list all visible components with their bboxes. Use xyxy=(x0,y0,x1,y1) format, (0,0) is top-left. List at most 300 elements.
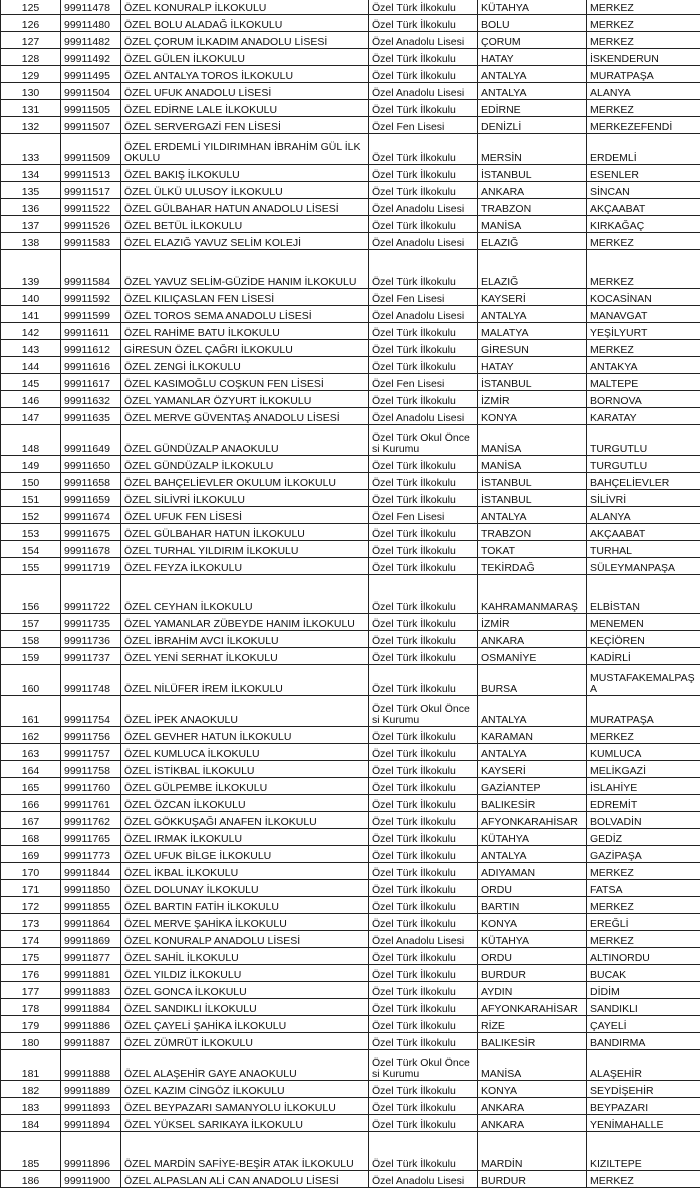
district-cell: BUCAK xyxy=(587,965,700,982)
row-number-cell: 148 xyxy=(1,425,61,456)
district-cell: ANTAKYA xyxy=(587,357,700,374)
school-name-cell: ÖZEL GÜLBAHAR HATUN İLKOKULU xyxy=(121,524,369,541)
district-cell: KUMLUCA xyxy=(587,744,700,761)
table-row xyxy=(1,216,700,233)
table-row xyxy=(1,744,700,761)
row-number-cell: 150 xyxy=(1,473,61,490)
table-row xyxy=(1,1016,700,1033)
school-type-cell: Özel Türk İlkokulu xyxy=(369,1115,478,1132)
school-type-cell: Özel Türk İlkokulu xyxy=(369,558,478,575)
district-cell: EREĞLİ xyxy=(587,914,700,931)
row-number-cell: 167 xyxy=(1,812,61,829)
province-cell: KONYA xyxy=(478,914,587,931)
school-type-cell: Özel Türk İlkokulu xyxy=(369,863,478,880)
row-number-cell: 146 xyxy=(1,391,61,408)
district-cell: TURGUTLU xyxy=(587,456,700,473)
district-cell: İSLAHİYE xyxy=(587,778,700,795)
row-number-cell: 152 xyxy=(1,507,61,524)
district-cell: MANAVGAT xyxy=(587,306,700,323)
province-cell: BALIKESİR xyxy=(478,1033,587,1050)
table-row xyxy=(1,357,700,374)
school-code-cell: 99911754 xyxy=(61,696,121,727)
row-number-cell: 174 xyxy=(1,931,61,948)
province-cell: ANTALYA xyxy=(478,83,587,100)
row-number-cell: 128 xyxy=(1,49,61,66)
school-code-cell: 99911492 xyxy=(61,49,121,66)
school-type-cell: Özel Türk İlkokulu xyxy=(369,1033,478,1050)
school-name-cell: ÖZEL YAMANLAR ÖZYURT İLKOKULU xyxy=(121,391,369,408)
table-row xyxy=(1,795,700,812)
school-name-cell: ÖZEL YENİ SERHAT İLKOKULU xyxy=(121,648,369,665)
school-code-cell: 99911883 xyxy=(61,982,121,999)
province-cell: ANKARA xyxy=(478,631,587,648)
school-type-cell: Özel Türk İlkokulu xyxy=(369,66,478,83)
school-type-cell: Özel Türk İlkokulu xyxy=(369,846,478,863)
table-row xyxy=(1,456,700,473)
school-type-cell: Özel Türk İlkokulu xyxy=(369,323,478,340)
row-number-cell: 185 xyxy=(1,1132,61,1171)
school-code-cell: 99911887 xyxy=(61,1033,121,1050)
table-row xyxy=(1,948,700,965)
district-cell: MELİKGAZİ xyxy=(587,761,700,778)
school-type-cell: Özel Türk İlkokulu xyxy=(369,340,478,357)
province-cell: AFYONKARAHİSAR xyxy=(478,812,587,829)
school-name-cell: ÖZEL UFUK BİLGE İLKOKULU xyxy=(121,846,369,863)
school-name-cell: ÖZEL RAHİME BATU İLKOKULU xyxy=(121,323,369,340)
table-row xyxy=(1,1033,700,1050)
school-code-cell: 99911592 xyxy=(61,289,121,306)
school-code-cell: 99911678 xyxy=(61,541,121,558)
school-name-cell: ÖZEL SERVERGAZİ FEN LİSESİ xyxy=(121,117,369,134)
school-name-cell: ÖZEL BAHÇELİEVLER OKULUM İLKOKULU xyxy=(121,473,369,490)
school-name-cell: ÖZEL ÇORUM İLKADIM ANADOLU LİSESİ xyxy=(121,32,369,49)
table-row xyxy=(1,1050,700,1081)
table-row xyxy=(1,165,700,182)
row-number-cell: 145 xyxy=(1,374,61,391)
school-type-cell: Özel Türk İlkokulu xyxy=(369,614,478,631)
school-name-cell: ÖZEL İSTİKBAL İLKOKULU xyxy=(121,761,369,778)
school-code-cell: 99911762 xyxy=(61,812,121,829)
row-number-cell: 144 xyxy=(1,357,61,374)
school-name-cell: ÖZEL KUMLUCA İLKOKULU xyxy=(121,744,369,761)
school-name-cell: ÖZEL GÜNDÜZALP İLKOKULU xyxy=(121,456,369,473)
school-code-cell: 99911722 xyxy=(61,575,121,614)
district-cell: KADİRLİ xyxy=(587,648,700,665)
school-type-cell: Özel Fen Lisesi xyxy=(369,374,478,391)
province-cell: ANTALYA xyxy=(478,507,587,524)
row-number-cell: 173 xyxy=(1,914,61,931)
school-name-cell: ÖZEL YAVUZ SELİM-GÜZİDE HANIM İLKOKULU xyxy=(121,250,369,289)
school-code-cell: 99911760 xyxy=(61,778,121,795)
table-row xyxy=(1,66,700,83)
school-name-cell: GİRESUN ÖZEL ÇAĞRI İLKOKULU xyxy=(121,340,369,357)
province-cell: ADIYAMAN xyxy=(478,863,587,880)
row-number-cell: 151 xyxy=(1,490,61,507)
table-row xyxy=(1,829,700,846)
school-type-cell: Özel Türk İlkokulu xyxy=(369,357,478,374)
district-cell: BOLVADİN xyxy=(587,812,700,829)
district-cell: MERKEZ xyxy=(587,931,700,948)
row-number-cell: 133 xyxy=(1,134,61,165)
school-name-cell: ÖZEL DOLUNAY İLKOKULU xyxy=(121,880,369,897)
table-row xyxy=(1,914,700,931)
province-cell: ÇORUM xyxy=(478,32,587,49)
province-cell: ANTALYA xyxy=(478,306,587,323)
row-number-cell: 177 xyxy=(1,982,61,999)
district-cell: ALANYA xyxy=(587,507,700,524)
school-code-cell: 99911478 xyxy=(61,0,121,15)
school-name-cell: ÖZEL GEVHER HATUN İLKOKULU xyxy=(121,727,369,744)
province-cell: ELAZIĞ xyxy=(478,250,587,289)
row-number-cell: 164 xyxy=(1,761,61,778)
school-code-cell: 99911765 xyxy=(61,829,121,846)
district-cell: ALAŞEHİR xyxy=(587,1050,700,1081)
district-cell: GEDİZ xyxy=(587,829,700,846)
school-type-cell: Özel Türk İlkokulu xyxy=(369,631,478,648)
school-code-cell: 99911877 xyxy=(61,948,121,965)
table-row xyxy=(1,648,700,665)
school-type-cell: Özel Türk İlkokulu xyxy=(369,490,478,507)
district-cell: ESENLER xyxy=(587,165,700,182)
schools-table-body xyxy=(1,0,700,1188)
province-cell: ANTALYA xyxy=(478,846,587,863)
school-name-cell: ÖZEL YILDIZ İLKOKULU xyxy=(121,965,369,982)
school-name-cell: ÖZEL EDİRNE LALE İLKOKULU xyxy=(121,100,369,117)
province-cell: BURSA xyxy=(478,665,587,696)
district-cell: KIZILTEPE xyxy=(587,1132,700,1171)
district-cell: SANDIKLI xyxy=(587,999,700,1016)
school-code-cell: 99911617 xyxy=(61,374,121,391)
table-row xyxy=(1,49,700,66)
district-cell: ÇAYELİ xyxy=(587,1016,700,1033)
school-type-cell: Özel Türk İlkokulu xyxy=(369,100,478,117)
school-code-cell: 99911513 xyxy=(61,165,121,182)
school-type-cell: Özel Anadolu Lisesi xyxy=(369,931,478,948)
province-cell: KONYA xyxy=(478,408,587,425)
school-code-cell: 99911599 xyxy=(61,306,121,323)
district-cell: BANDIRMA xyxy=(587,1033,700,1050)
row-number-cell: 134 xyxy=(1,165,61,182)
school-type-cell: Özel Anadolu Lisesi xyxy=(369,199,478,216)
row-number-cell: 161 xyxy=(1,696,61,727)
province-cell: RİZE xyxy=(478,1016,587,1033)
school-type-cell: Özel Türk İlkokulu xyxy=(369,216,478,233)
district-cell: BAHÇELİEVLER xyxy=(587,473,700,490)
district-cell: MENEMEN xyxy=(587,614,700,631)
school-name-cell: ÖZEL ZENGİ İLKOKULU xyxy=(121,357,369,374)
school-type-cell: Özel Türk İlkokulu xyxy=(369,744,478,761)
district-cell: TURGUTLU xyxy=(587,425,700,456)
province-cell: ANKARA xyxy=(478,182,587,199)
school-code-cell: 99911480 xyxy=(61,15,121,32)
province-cell: TRABZON xyxy=(478,524,587,541)
table-row xyxy=(1,931,700,948)
school-type-cell: Özel Türk İlkokulu xyxy=(369,778,478,795)
province-cell: İSTANBUL xyxy=(478,473,587,490)
province-cell: MANİSA xyxy=(478,216,587,233)
school-type-cell: Özel Türk İlkokulu xyxy=(369,1098,478,1115)
district-cell: MURATPAŞA xyxy=(587,696,700,727)
row-number-cell: 139 xyxy=(1,250,61,289)
school-name-cell: ÖZEL ALAŞEHİR GAYE ANAOKULU xyxy=(121,1050,369,1081)
province-cell: MANİSA xyxy=(478,1050,587,1081)
row-number-cell: 141 xyxy=(1,306,61,323)
school-type-cell: Özel Türk İlkokulu xyxy=(369,761,478,778)
table-row xyxy=(1,199,700,216)
school-code-cell: 99911612 xyxy=(61,340,121,357)
table-row xyxy=(1,524,700,541)
school-code-cell: 99911719 xyxy=(61,558,121,575)
province-cell: ANTALYA xyxy=(478,744,587,761)
table-row xyxy=(1,665,700,696)
province-cell: ANKARA xyxy=(478,1098,587,1115)
school-name-cell: ÖZEL ZÜMRÜT İLKOKULU xyxy=(121,1033,369,1050)
school-type-cell: Özel Türk İlkokulu xyxy=(369,914,478,931)
school-name-cell: ÖZEL ELAZIĞ YAVUZ SELİM KOLEJİ xyxy=(121,233,369,250)
school-type-cell: Özel Türk İlkokulu xyxy=(369,965,478,982)
school-type-cell: Özel Anadolu Lisesi xyxy=(369,32,478,49)
district-cell: ALANYA xyxy=(587,83,700,100)
school-name-cell: ÖZEL GONCA İLKOKULU xyxy=(121,982,369,999)
province-cell: OSMANİYE xyxy=(478,648,587,665)
school-type-cell: Özel Türk İlkokulu xyxy=(369,49,478,66)
school-code-cell: 99911773 xyxy=(61,846,121,863)
row-number-cell: 163 xyxy=(1,744,61,761)
school-name-cell: ÖZEL BARTIN FATİH İLKOKULU xyxy=(121,897,369,914)
school-type-cell: Özel Türk İlkokulu xyxy=(369,524,478,541)
table-row xyxy=(1,812,700,829)
school-name-cell: ÖZEL UFUK FEN LİSESİ xyxy=(121,507,369,524)
district-cell: MERKEZ xyxy=(587,727,700,744)
school-code-cell: 99911526 xyxy=(61,216,121,233)
district-cell: MERKEZ xyxy=(587,15,700,32)
table-row xyxy=(1,32,700,49)
school-type-cell: Özel Türk İlkokulu xyxy=(369,182,478,199)
row-number-cell: 129 xyxy=(1,66,61,83)
table-row xyxy=(1,1081,700,1098)
school-name-cell: ÖZEL İPEK ANAOKULU xyxy=(121,696,369,727)
district-cell: KEÇİÖREN xyxy=(587,631,700,648)
province-cell: MANİSA xyxy=(478,425,587,456)
district-cell: MERKEZ xyxy=(587,863,700,880)
province-cell: İSTANBUL xyxy=(478,165,587,182)
table-row xyxy=(1,490,700,507)
school-name-cell: ÖZEL MERVE ŞAHİKA İLKOKULU xyxy=(121,914,369,931)
school-code-cell: 99911495 xyxy=(61,66,121,83)
school-code-cell: 99911850 xyxy=(61,880,121,897)
school-name-cell: ÖZEL KONURALP ANADOLU LİSESİ xyxy=(121,931,369,948)
school-type-cell: Özel Türk İlkokulu xyxy=(369,391,478,408)
school-type-cell: Özel Türk İlkokulu xyxy=(369,15,478,32)
school-name-cell: ÖZEL SİLİVRİ İLKOKULU xyxy=(121,490,369,507)
row-number-cell: 132 xyxy=(1,117,61,134)
school-type-cell: Özel Türk İlkokulu xyxy=(369,1016,478,1033)
school-name-cell: ÖZEL ÇAYELİ ŞAHİKA İLKOKULU xyxy=(121,1016,369,1033)
table-row xyxy=(1,15,700,32)
district-cell: FATSA xyxy=(587,880,700,897)
row-number-cell: 184 xyxy=(1,1115,61,1132)
table-row xyxy=(1,761,700,778)
province-cell: BURDUR xyxy=(478,1171,587,1188)
province-cell: DENİZLİ xyxy=(478,117,587,134)
province-cell: BOLU xyxy=(478,15,587,32)
school-name-cell: ÖZEL KASIMOĞLU COŞKUN FEN LİSESİ xyxy=(121,374,369,391)
table-row xyxy=(1,374,700,391)
school-name-cell: ÖZEL CEYHAN İLKOKULU xyxy=(121,575,369,614)
school-type-cell: Özel Türk İlkokulu xyxy=(369,1132,478,1171)
row-number-cell: 126 xyxy=(1,15,61,32)
school-code-cell: 99911583 xyxy=(61,233,121,250)
district-cell: YEŞİLYURT xyxy=(587,323,700,340)
row-number-cell: 158 xyxy=(1,631,61,648)
table-row xyxy=(1,558,700,575)
table-row xyxy=(1,0,700,15)
school-code-cell: 99911900 xyxy=(61,1171,121,1188)
school-name-cell: ÖZEL IRMAK İLKOKULU xyxy=(121,829,369,846)
school-name-cell: ÖZEL MARDİN SAFİYE-BEŞİR ATAK İLKOKULU xyxy=(121,1132,369,1171)
district-cell: MERKEZ xyxy=(587,897,700,914)
row-number-cell: 142 xyxy=(1,323,61,340)
school-code-cell: 99911756 xyxy=(61,727,121,744)
district-cell: ALTINORDU xyxy=(587,948,700,965)
row-number-cell: 166 xyxy=(1,795,61,812)
school-name-cell: ÖZEL SAHİL İLKOKULU xyxy=(121,948,369,965)
table-row xyxy=(1,100,700,117)
school-name-cell: ÖZEL YÜKSEL SARIKAYA İLKOKULU xyxy=(121,1115,369,1132)
province-cell: KARAMAN xyxy=(478,727,587,744)
school-type-cell: Özel Anadolu Lisesi xyxy=(369,233,478,250)
school-code-cell: 99911522 xyxy=(61,199,121,216)
school-type-cell: Özel Türk İlkokulu xyxy=(369,897,478,914)
row-number-cell: 181 xyxy=(1,1050,61,1081)
school-code-cell: 99911884 xyxy=(61,999,121,1016)
row-number-cell: 137 xyxy=(1,216,61,233)
row-number-cell: 183 xyxy=(1,1098,61,1115)
school-name-cell: ÖZEL BOLU ALADAĞ İLKOKULU xyxy=(121,15,369,32)
province-cell: TEKİRDAĞ xyxy=(478,558,587,575)
row-number-cell: 165 xyxy=(1,778,61,795)
row-number-cell: 136 xyxy=(1,199,61,216)
table-row xyxy=(1,863,700,880)
district-cell: MALTEPE xyxy=(587,374,700,391)
school-code-cell: 99911864 xyxy=(61,914,121,931)
row-number-cell: 186 xyxy=(1,1171,61,1188)
district-cell: KOCASİNAN xyxy=(587,289,700,306)
table-row xyxy=(1,575,700,614)
province-cell: BALIKESİR xyxy=(478,795,587,812)
school-name-cell: ÖZEL YAMANLAR ZÜBEYDE HANIM İLKOKULU xyxy=(121,614,369,631)
district-cell: MERKEZ xyxy=(587,1171,700,1188)
province-cell: KONYA xyxy=(478,1081,587,1098)
row-number-cell: 180 xyxy=(1,1033,61,1050)
school-type-cell: Özel Fen Lisesi xyxy=(369,507,478,524)
province-cell: EDİRNE xyxy=(478,100,587,117)
province-cell: KAHRAMANMARAŞ xyxy=(478,575,587,614)
school-name-cell: ÖZEL FEYZA İLKOKULU xyxy=(121,558,369,575)
table-row xyxy=(1,134,700,165)
province-cell: TRABZON xyxy=(478,199,587,216)
school-code-cell: 99911504 xyxy=(61,83,121,100)
table-row xyxy=(1,233,700,250)
school-code-cell: 99911674 xyxy=(61,507,121,524)
school-name-cell: ÖZEL ÖZCAN İLKOKULU xyxy=(121,795,369,812)
district-cell: MERKEZ xyxy=(587,250,700,289)
school-code-cell: 99911881 xyxy=(61,965,121,982)
table-row xyxy=(1,83,700,100)
province-cell: İSTANBUL xyxy=(478,374,587,391)
district-cell: MERKEZ xyxy=(587,340,700,357)
school-type-cell: Özel Anadolu Lisesi xyxy=(369,1171,478,1188)
school-type-cell: Özel Anadolu Lisesi xyxy=(369,83,478,100)
district-cell: BORNOVA xyxy=(587,391,700,408)
school-code-cell: 99911735 xyxy=(61,614,121,631)
row-number-cell: 178 xyxy=(1,999,61,1016)
school-type-cell: Özel Türk İlkokulu xyxy=(369,165,478,182)
school-type-cell: Özel Türk İlkokulu xyxy=(369,665,478,696)
school-code-cell: 99911737 xyxy=(61,648,121,665)
row-number-cell: 125 xyxy=(1,0,61,15)
school-code-cell: 99911632 xyxy=(61,391,121,408)
province-cell: TOKAT xyxy=(478,541,587,558)
school-code-cell: 99911886 xyxy=(61,1016,121,1033)
school-type-cell: Özel Türk İlkokulu xyxy=(369,829,478,846)
row-number-cell: 138 xyxy=(1,233,61,250)
school-name-cell: ÖZEL KONURALP İLKOKULU xyxy=(121,0,369,15)
school-type-cell: Özel Fen Lisesi xyxy=(369,289,478,306)
school-type-cell: Özel Türk İlkokulu xyxy=(369,795,478,812)
province-cell: BARTIN xyxy=(478,897,587,914)
school-type-cell: Özel Anadolu Lisesi xyxy=(369,306,478,323)
row-number-cell: 175 xyxy=(1,948,61,965)
district-cell: MERKEZEFENDİ xyxy=(587,117,700,134)
table-row xyxy=(1,897,700,914)
school-code-cell: 99911616 xyxy=(61,357,121,374)
district-cell: BEYPAZARI xyxy=(587,1098,700,1115)
school-code-cell: 99911584 xyxy=(61,250,121,289)
school-name-cell: ÖZEL BETÜL İLKOKULU xyxy=(121,216,369,233)
school-type-cell: Özel Türk Okul Öncesi Kurumu xyxy=(369,1050,478,1081)
school-code-cell: 99911888 xyxy=(61,1050,121,1081)
school-code-cell: 99911748 xyxy=(61,665,121,696)
table-row xyxy=(1,846,700,863)
table-row xyxy=(1,250,700,289)
school-type-cell: Özel Türk İlkokulu xyxy=(369,999,478,1016)
table-row xyxy=(1,1098,700,1115)
school-name-cell: ÖZEL ÜLKÜ ULUSOY İLKOKULU xyxy=(121,182,369,199)
school-name-cell: ÖZEL GÖKKUŞAĞI ANAFEN İLKOKULU xyxy=(121,812,369,829)
table-row xyxy=(1,982,700,999)
province-cell: ANTALYA xyxy=(478,696,587,727)
table-row xyxy=(1,182,700,199)
table-row xyxy=(1,391,700,408)
school-code-cell: 99911505 xyxy=(61,100,121,117)
table-row xyxy=(1,631,700,648)
table-row xyxy=(1,408,700,425)
row-number-cell: 157 xyxy=(1,614,61,631)
province-cell: ORDU xyxy=(478,880,587,897)
school-code-cell: 99911635 xyxy=(61,408,121,425)
district-cell: SEYDİŞEHİR xyxy=(587,1081,700,1098)
school-code-cell: 99911896 xyxy=(61,1132,121,1171)
row-number-cell: 169 xyxy=(1,846,61,863)
school-name-cell: ÖZEL TURHAL YILDIRIM İLKOKULU xyxy=(121,541,369,558)
school-code-cell: 99911736 xyxy=(61,631,121,648)
province-cell: İZMİR xyxy=(478,391,587,408)
row-number-cell: 170 xyxy=(1,863,61,880)
table-row xyxy=(1,965,700,982)
school-name-cell: ÖZEL ANTALYA TOROS İLKOKULU xyxy=(121,66,369,83)
row-number-cell: 179 xyxy=(1,1016,61,1033)
